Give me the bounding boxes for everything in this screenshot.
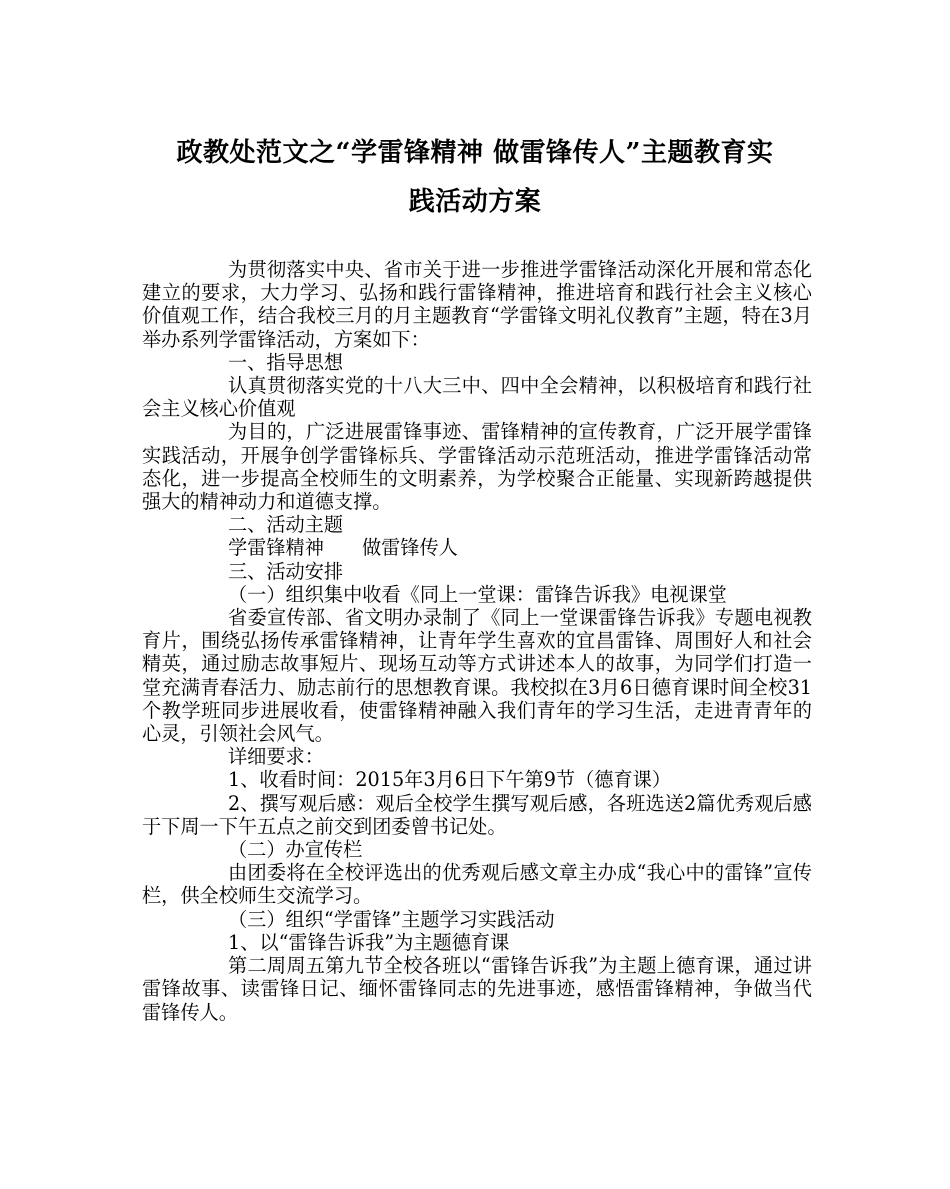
subheading-watch-tv-class: （一）组织集中收看《同上一堂课：雷锋告诉我》电视课堂 <box>228 582 727 606</box>
heading-detailed-requirements: 详细要求： <box>228 745 324 769</box>
theme-part-2: 做雷锋传人 <box>361 536 458 560</box>
heading-guiding-ideology: 一、指导思想 <box>228 350 344 374</box>
requirement-2: 2、撰写观后感：观后全校学生撰写观后感，各班选送2篇优秀观后感于下周一下午五点之前交到团委曾书记处。 <box>142 791 812 838</box>
paragraph-theme-class: 第二周周五第九节全校各班以“雷锋告诉我”为主题上德育课，通过讲雷锋故事、读雷锋日记、缅怀雷锋同志的先进事迹，感悟雷锋精神，争做当代雷锋传人。 <box>142 954 812 1024</box>
paragraph-purpose: 为目的，广泛进展雷锋事迹、雷锋精神的宣传教育，广泛开展学雷锋实践活动，开展争创学雷锋标兵、学雷锋活动示范班活动，推进学雷锋活动常态化，进一步提高全校师生的文明素养，为学校聚合正能量、实现新跨越提供强大的精神动力和道德支撑。 <box>142 420 812 514</box>
requirement-1: 1、收看时间：2015年3月6日下午第9节（德育课） <box>228 768 672 792</box>
subheading-bulletin-board: （二）办宣传栏 <box>228 838 363 862</box>
item-theme-class: 1、以“雷锋告诉我”为主题德育课 <box>228 930 510 954</box>
document-title-line-1: 政教处范文之“学雷锋精神 做雷锋传人”主题教育实 <box>176 138 774 168</box>
paragraph-intro: 为贯彻落实中央、省市关于进一步推进学雷锋活动深化开展和常态化建立的要求，大力学习、弘扬和践行雷锋精神，推进培育和践行社会主义核心价值观工作，结合我校三月的月主题教育“学雷锋文明礼仪教育”主题，特在3月举办系列学雷锋活动，方案如下： <box>142 258 812 351</box>
theme-part-1: 学雷锋精神 <box>228 536 324 560</box>
heading-activity-arrangement: 三、活动安排 <box>228 559 344 583</box>
document-title-line-2: 践活动方案 <box>408 187 542 217</box>
heading-activity-theme: 二、活动主题 <box>228 513 344 537</box>
paragraph-guiding-ideology: 认真贯彻落实党的十八大三中、四中全会精神，以积极培育和践行社会主义核心价值观 <box>142 374 812 421</box>
paragraph-tv-class: 省委宣传部、省文明办录制了《同上一堂课雷锋告诉我》专题电视教育片，围绕弘扬传承雷锋精神，让青年学生喜欢的宜昌雷锋、周围好人和社会精英，通过励志故事短片、现场互动等方式讲述本人的故事，为同学们打造一堂充满青春活力、励志前行的思想教育课。我校拟在3月6日德育课时间全校31个教学班同步进展收看，使雷锋精神融入我们青年的学习生活，走进青青年的心灵，引领社会风气。 <box>142 606 812 746</box>
subheading-study-practice: （三）组织“学雷锋”主题学习实践活动 <box>228 907 555 931</box>
paragraph-bulletin-board: 由团委将在全校评选出的优秀观后感文章主办成“我心中的雷锋”宣传栏，供全校师生交流学习。 <box>142 861 812 908</box>
activity-theme-line <box>142 536 812 559</box>
document-body <box>142 258 812 1024</box>
